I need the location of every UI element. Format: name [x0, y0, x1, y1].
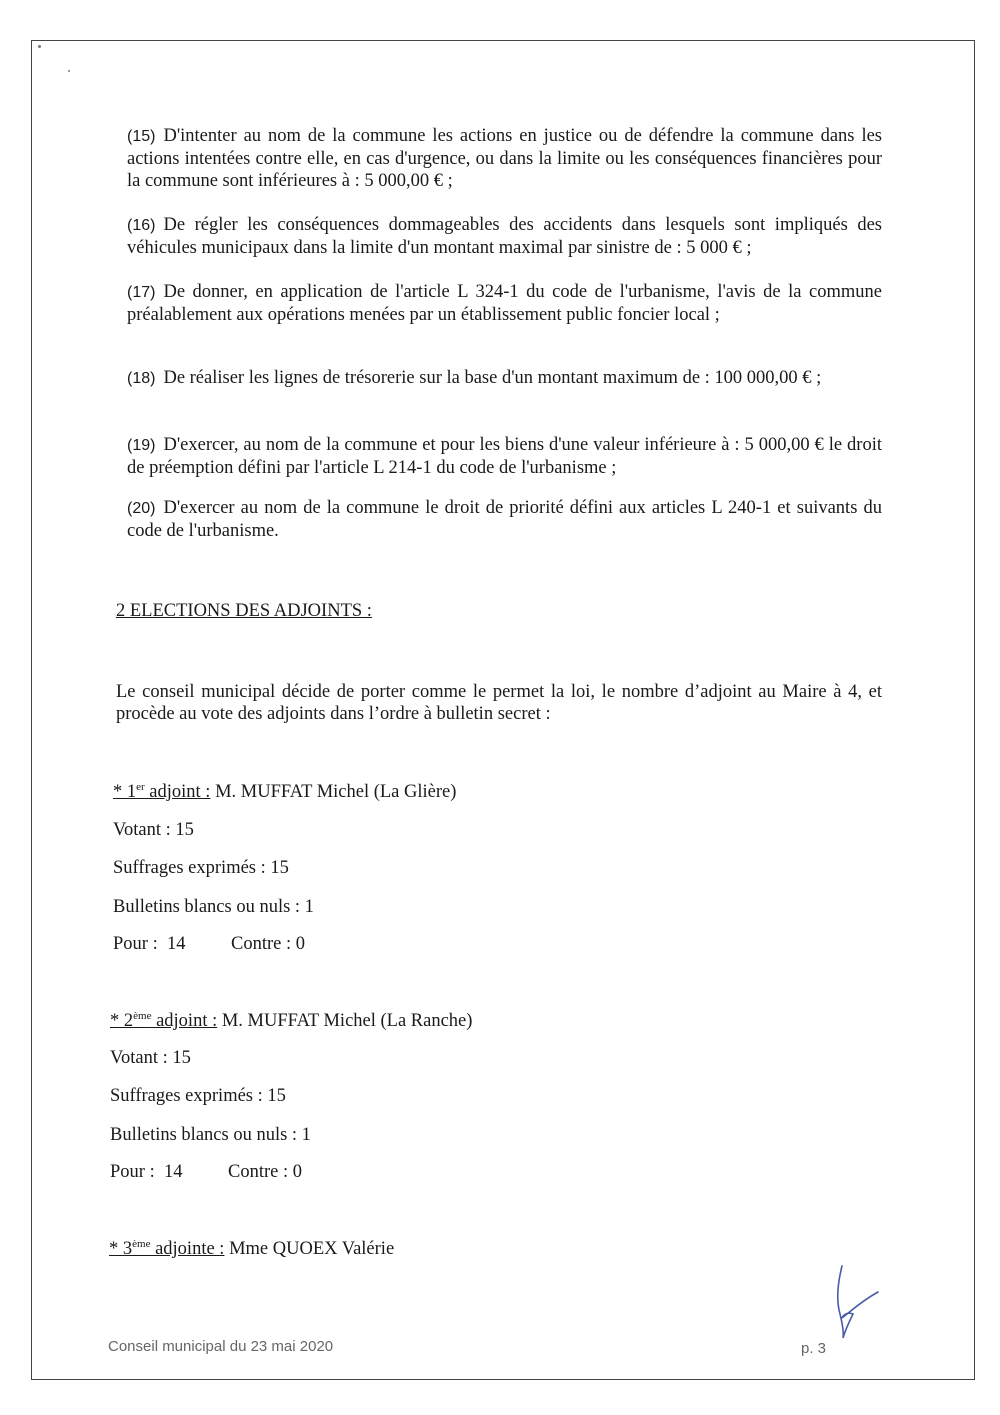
article-text: D'intenter au nom de la commune les actions en justice ou de défendre la commune dans les actions intentées contre elle, en cas d'urgence, ou dans la limite ou les conséquences financières pour la commune sont inférieures à : 5 000,00 € ; [127, 126, 882, 191]
article-17 [127, 281, 882, 326]
article-text: De donner, en application de l'article L 324-1 du code de l'urbanisme, l'avis de la commune préalablement aux opérations menées par un établissement public foncier local ; [127, 282, 882, 325]
adjoint-role: * 3ème adjointe : [109, 1237, 225, 1259]
article-number: (18) [127, 370, 156, 387]
intro-paragraph: Le conseil municipal décide de porter comme le permet la loi, le nombre d’adjoint au Maire à 4, et procède au vote des adjoints dans l’ordre à bulletin secret : [116, 682, 882, 724]
adjoint-name: M. MUFFAT Michel (La Glière) [210, 782, 457, 802]
article-16 [127, 214, 882, 259]
votant-line: Votant : 15 [110, 1048, 191, 1068]
contre-line: Contre : 0 [231, 934, 305, 954]
article-number: (20) [127, 500, 156, 517]
article-18 [127, 367, 882, 390]
blancs-line: Bulletins blancs ou nuls : 1 [113, 897, 314, 917]
article-number: (15) [127, 128, 156, 145]
contre-line: Contre : 0 [228, 1162, 302, 1182]
pour-line: Pour : 14 [113, 934, 186, 954]
adjoint-1-title [113, 782, 456, 803]
suffrages-line: Suffrages exprimés : 15 [113, 858, 289, 878]
pour-line: Pour : 14 [110, 1162, 183, 1182]
scan-speck [68, 70, 70, 72]
adjoint-role: * 1er adjoint : [113, 780, 211, 802]
article-text: De réaliser les lignes de trésorerie sur la base d'un montant maximum de : 100 000,00 € ; [163, 368, 822, 388]
adjoint-2-title [110, 1011, 472, 1032]
adjoint-name: M. MUFFAT Michel (La Ranche) [217, 1011, 473, 1031]
suffrages-line: Suffrages exprimés : 15 [110, 1086, 286, 1106]
adjoint-3-title [109, 1239, 394, 1260]
signature-mark [820, 1262, 890, 1342]
footer-meeting-date: Conseil municipal du 23 mai 2020 [108, 1338, 334, 1355]
article-text: D'exercer au nom de la commune le droit de priorité défini aux articles L 240-1 et suivants du code de l'urbanisme. [127, 498, 882, 541]
votant-line: Votant : 15 [113, 820, 194, 840]
blancs-line: Bulletins blancs ou nuls : 1 [110, 1125, 311, 1145]
article-19 [127, 434, 882, 479]
article-20 [127, 497, 882, 542]
article-number: (19) [127, 437, 156, 454]
article-text: De régler les conséquences dommageables des accidents dans lesquels sont impliqués des véhicules municipaux dans la limite d'un montant maximal par sinistre de : 5 000 € ; [127, 215, 882, 258]
section-heading: 2 ELECTIONS DES ADJOINTS : [116, 601, 372, 621]
article-text: D'exercer, au nom de la commune et pour les biens d'une valeur inférieure à : 5 000,00 € le droit de préemption défini par l'article L 214-1 du code de l'urbanisme ; [127, 435, 882, 478]
page-number: p. 3 [801, 1340, 827, 1357]
article-number: (16) [127, 217, 156, 234]
scan-speck [38, 45, 41, 48]
article-15 [127, 125, 882, 192]
adjoint-role: * 2ème adjoint : [110, 1009, 218, 1031]
adjoint-name: Mme QUOEX Valérie [224, 1239, 395, 1259]
article-number: (17) [127, 284, 156, 301]
